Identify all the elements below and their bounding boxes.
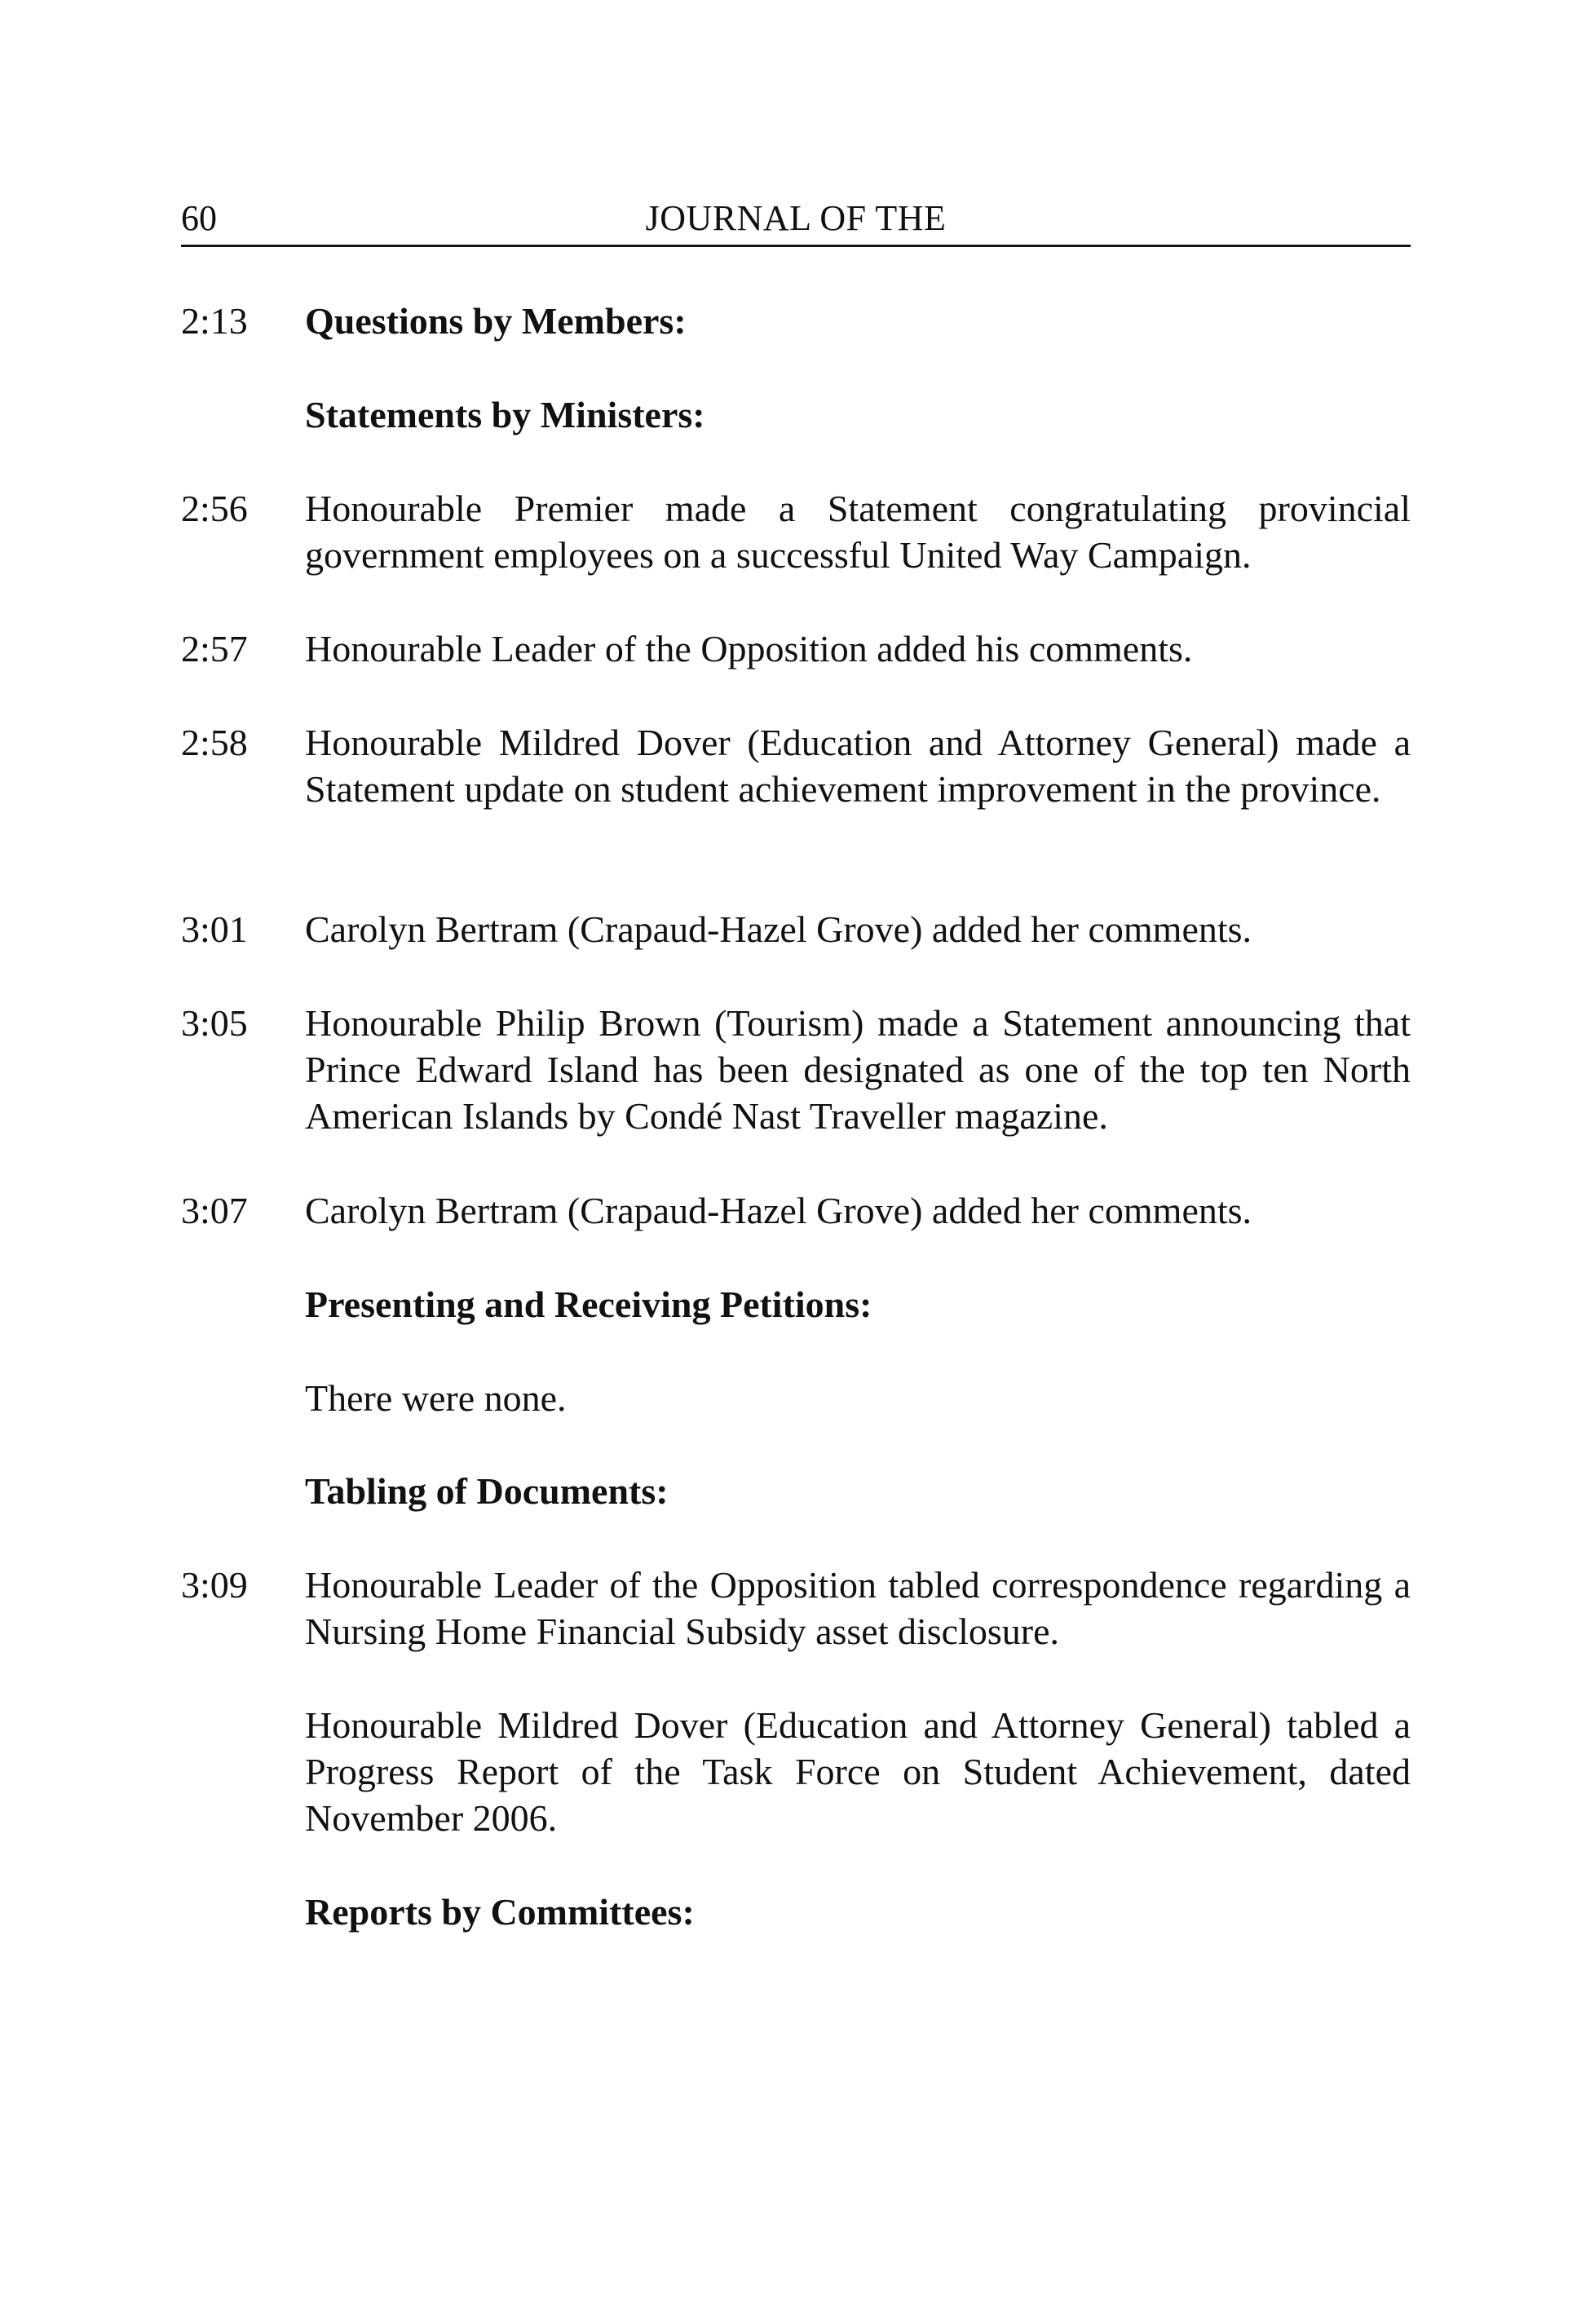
section-heading: Statements by Ministers: (305, 394, 705, 435)
running-head: JOURNAL OF THE (645, 198, 947, 238)
section-heading: Tabling of Documents: (305, 1470, 669, 1512)
entry-text: Honourable Leader of the Opposition tabled correspondence regarding a Nursing Home Financial Subsidy asset disclosure. (305, 1564, 1411, 1652)
entry-time: 3:07 (181, 1190, 248, 1231)
entry-time: 3:01 (181, 908, 248, 950)
entry-text: There were none. (305, 1377, 567, 1419)
entry-text: Carolyn Bertram (Crapaud-Hazel Grove) added her comments. (305, 1190, 1252, 1231)
entry-time: 3:09 (181, 1564, 248, 1606)
entry-time: 2:58 (181, 722, 248, 763)
entry-time: 3:05 (181, 1002, 248, 1044)
entry-text: Honourable Premier made a Statement congratulating provincial government employees on a successful United Way Campaign. (305, 488, 1411, 576)
page-number: 60 (181, 198, 217, 238)
entry-text: Honourable Leader of the Opposition added his comments. (305, 628, 1193, 669)
entry-time: 2:13 (181, 300, 248, 342)
entry-text: Honourable Mildred Dover (Education and Attorney General) tabled a Progress Report of the Task Force on Student Achievement, dated November 2006. (305, 1704, 1411, 1839)
entry-time: 2:56 (181, 488, 248, 529)
page-header (181, 197, 1411, 247)
section-heading: Reports by Committees: (305, 1891, 695, 1933)
section-heading: Questions by Members: (305, 300, 687, 342)
entry-time: 2:57 (181, 628, 248, 669)
section-heading: Presenting and Receiving Petitions: (305, 1284, 872, 1325)
entry-text: Honourable Mildred Dover (Education and Attorney General) made a Statement update on student achievement improvement in the province. (305, 722, 1411, 810)
entry-text: Carolyn Bertram (Crapaud-Hazel Grove) added her comments. (305, 908, 1252, 950)
entry-text: Honourable Philip Brown (Tourism) made a Statement announcing that Prince Edward Island has been designated as one of the top ten North American Islands by Condé Nast Traveller magazine. (305, 1002, 1411, 1137)
